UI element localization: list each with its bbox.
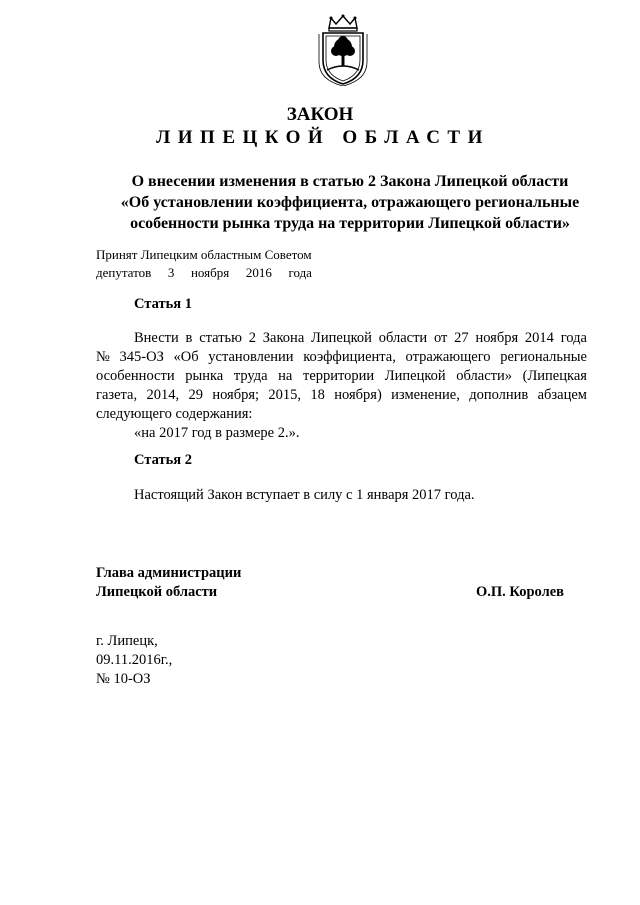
paragraph-line: следующего содержания: (96, 406, 253, 422)
article-2-text (96, 486, 587, 505)
adoption-word: ноября (190, 265, 230, 280)
document-type-title: ЗАКОН (286, 104, 354, 125)
coat-of-arms-icon (313, 14, 373, 86)
document-footer (96, 632, 172, 689)
article-1-text (96, 329, 587, 443)
adoption-word: депутатов (96, 265, 152, 280)
paragraph-line: особенности рынка труда на территории Липецкой области» (Липецкая (96, 368, 587, 384)
amendment-quote: «на 2017 год в размере 2.». (134, 425, 300, 441)
paragraph-line: Внести в статью 2 Закона Липецкой области от 27 ноября 2014 года (134, 330, 587, 346)
article-2-heading: Статья 2 (134, 452, 192, 468)
signatory-name: О.П. Королев (476, 584, 564, 600)
subject-line: особенности рынка труда на территории Липецкой области» (130, 215, 570, 232)
position-line: Глава администрации (96, 565, 242, 581)
signatory-position (96, 564, 241, 602)
adoption-word: 3 (167, 265, 175, 280)
region-title: ЛИПЕЦКОЙ ОБЛАСТИ (156, 127, 490, 148)
date: 09.11.2016г., (96, 652, 173, 668)
paragraph-line: № 345-ОЗ «Об установлении коэффициента, отражающего региональные (96, 349, 587, 365)
paragraph-line: Настоящий Закон вступает в силу с 1 января 2017 года. (134, 487, 475, 503)
subject-line: О внесении изменения в статью 2 Закона Липецкой области (131, 173, 569, 190)
adoption-line: Принят Липецким областным Советом (96, 247, 312, 262)
adoption-word: 2016 (245, 265, 272, 280)
adoption-word: года (288, 265, 312, 280)
law-number: № 10-ОЗ (96, 671, 151, 687)
position-line: Липецкой области (96, 584, 218, 600)
law-subject-heading (60, 171, 640, 234)
paragraph-line: газета, 2014, 29 ноября; 2015, 18 ноября) изменение, дополнив абзацем (96, 387, 587, 403)
article-1-heading: Статья 1 (134, 296, 192, 312)
place: г. Липецк, (96, 633, 158, 649)
adoption-date-line (96, 264, 312, 282)
subject-line: «Об установлении коэффициента, отражающего региональные (120, 194, 580, 211)
adoption-note (96, 246, 312, 282)
